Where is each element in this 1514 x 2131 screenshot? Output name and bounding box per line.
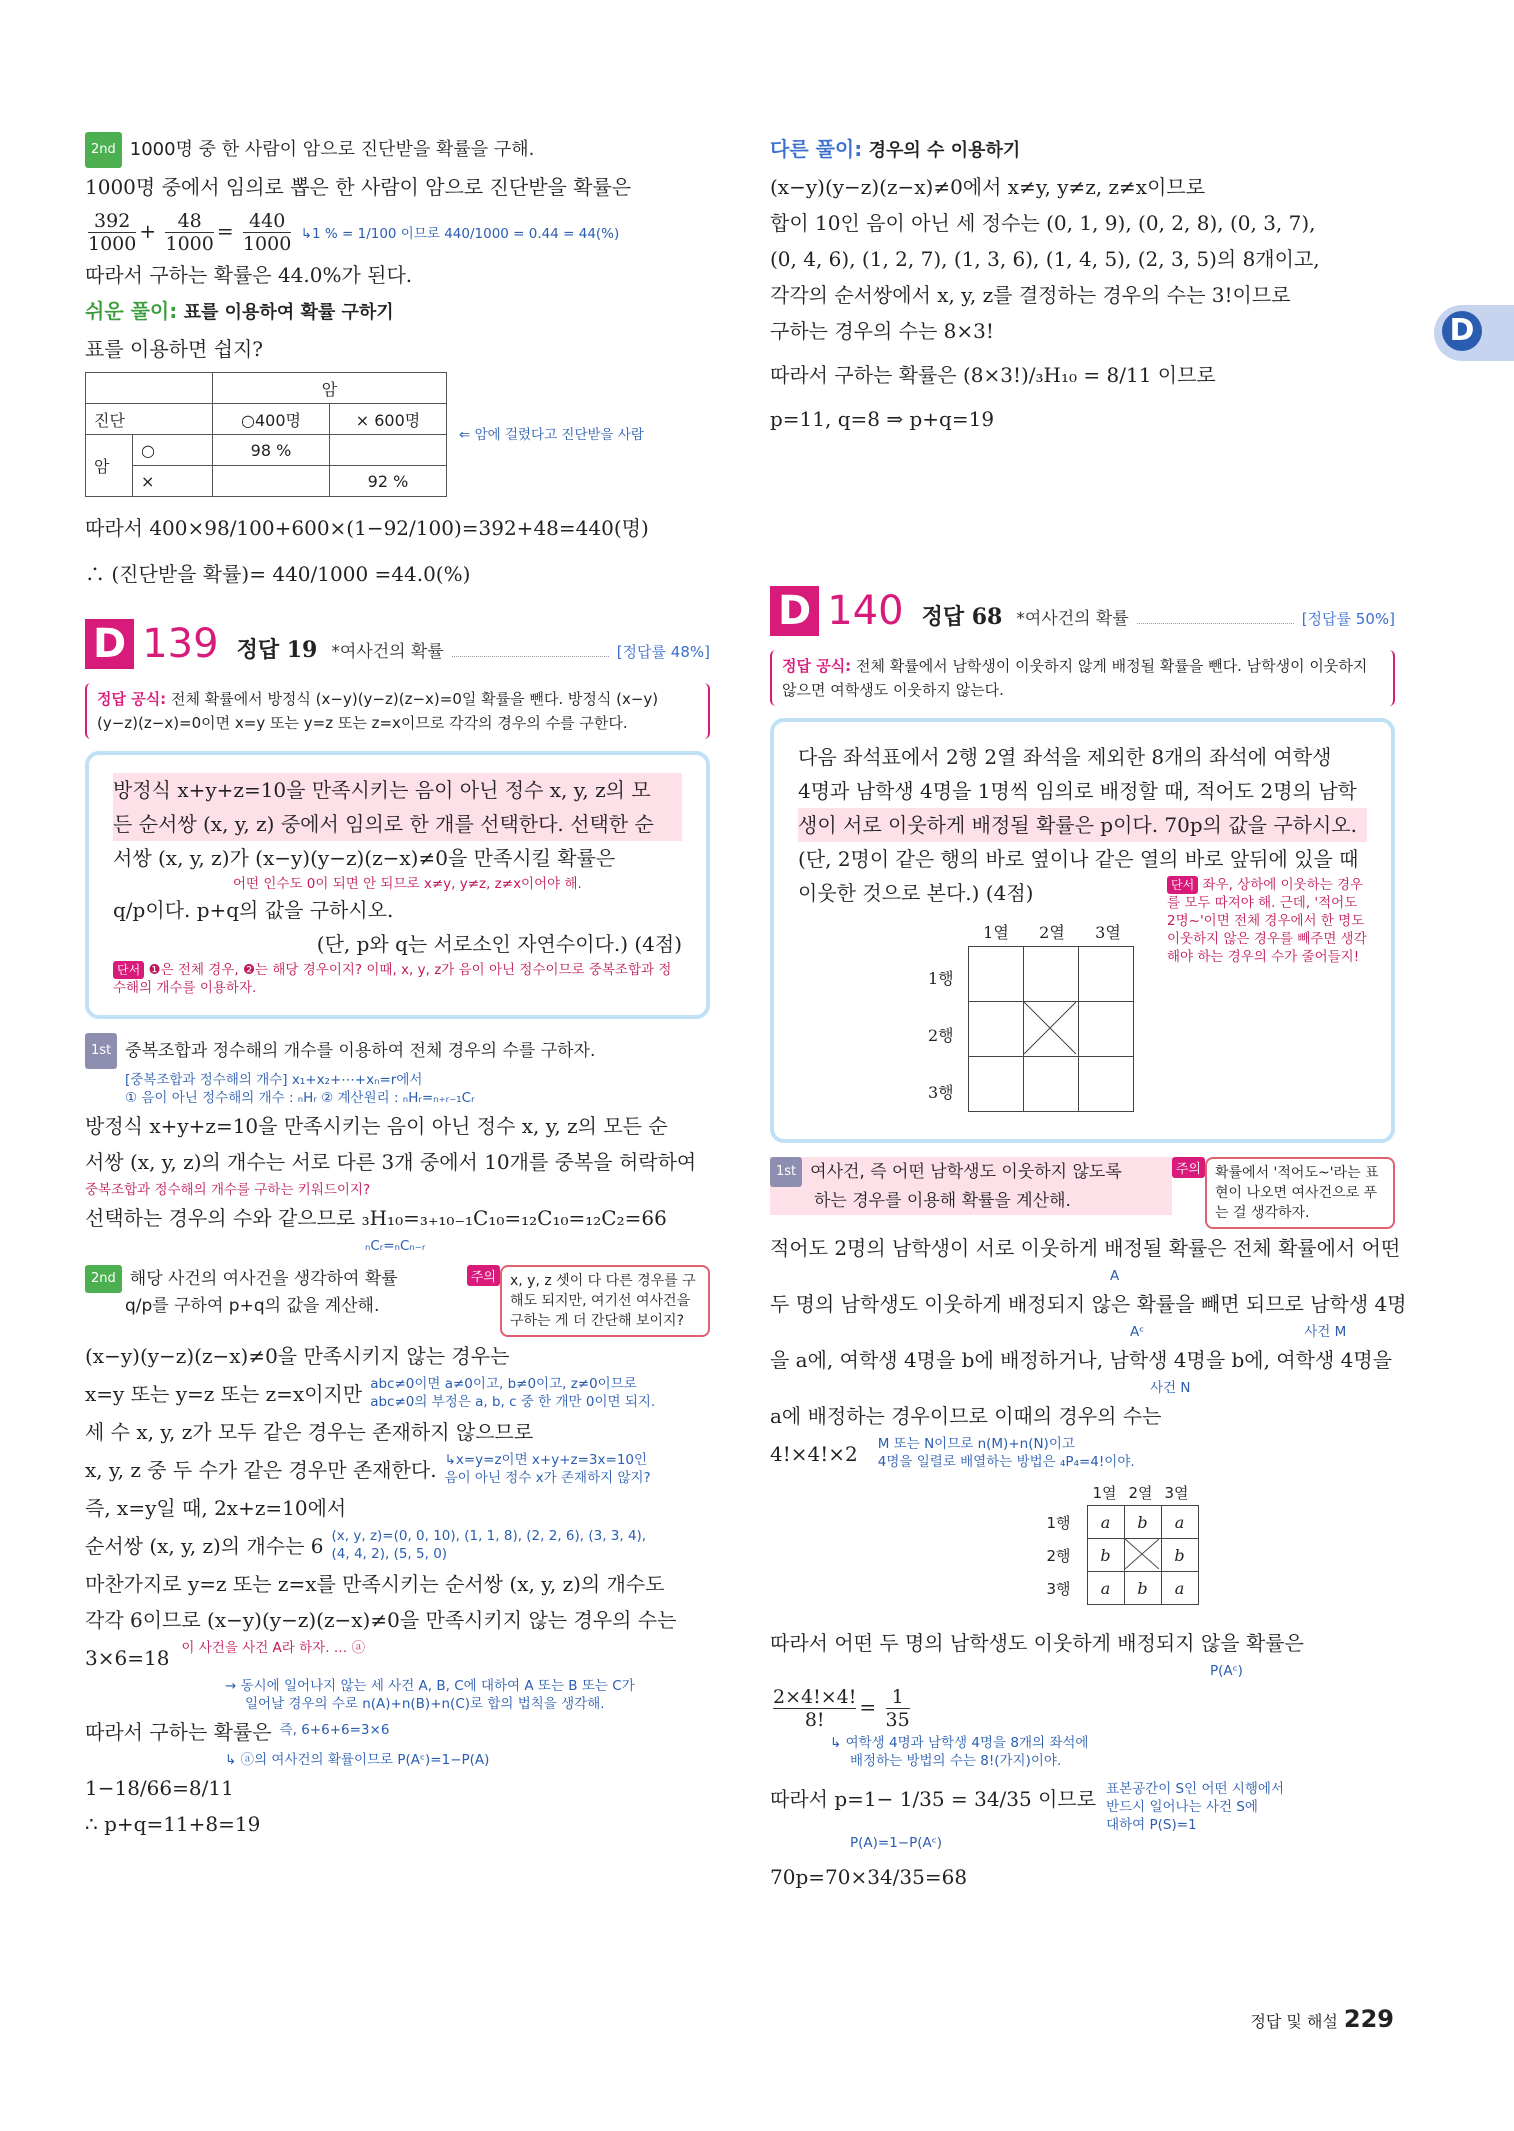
text-line: a에 배정하는 경우이므로 이때의 경우의 수는 (770, 1404, 1162, 1428)
text-line: 적어도 2명의 남학생이 서로 이웃하게 배정될 확률은 전체 확률에서 어떤 (770, 1236, 1401, 1260)
right-column (770, 130, 1407, 1896)
text-line: 70p=70×34/35=68 (770, 1865, 968, 1889)
step1-heading: 1st 여사건, 즉 어떤 남학생도 이웃하지 않도록 하는 경우를 이용해 확률을 계산해. 주의 확률에서 '적어도~'라는 표현이 나오면 여사건으로 푸는 걸 생각하자. (770, 1157, 1395, 1229)
text-line: 즉, x=y일 때, 2x+z=10에서 (85, 1496, 347, 1520)
text-line: 선택하는 경우의 수와 같으므로 ₃H₁₀=₃₊₁₀₋₁C₁₀=₁₂C₁₀=₁₂C₂=66 (85, 1206, 667, 1230)
answer-formula: 정답 공식: 전체 확률에서 방정식 (x−y)(y−z)(z−x)=0일 확률을 뺀다. 방정식 (x−y)(y−z)(z−x)=0이면 x=y 또는 y=z 또는 z=x이므로 각각의 경우의 수를 구한다. (85, 683, 710, 739)
seat-grid (968, 946, 1134, 1112)
side-note: ↳ 여학생 4명과 남학생 4명을 8개의 좌석에 (830, 1735, 1089, 1751)
side-note: ① 음이 아닌 정수해의 개수 : ₙHᵣ ② 계산원리 : ₙHᵣ=ₙ₊ᵣ₋₁Cᵣ (125, 1090, 475, 1106)
side-note: 사건 N (1150, 1380, 1191, 1396)
table-note: ⇐ 암에 걸렸다고 진단받을 사람 (459, 426, 644, 443)
side-note: 배정하는 방법의 수는 8!(가지)이야. (850, 1753, 1062, 1769)
side-note: 중복조합과 정수해의 개수를 구하는 키워드이지? (85, 1182, 371, 1198)
text-line: p=11, q=8 ⇒ p+q=19 (770, 407, 995, 431)
step1-heading: 1st 중복조합과 정수해의 개수를 이용하여 전체 경우의 수를 구하자. (85, 1033, 710, 1069)
seat-diagram: 1행 2행 3행 1열 2열 3열 (928, 920, 1167, 1121)
easy-solution-heading: 쉬운 풀이: 표를 이용하여 확률 구하기 (85, 299, 394, 323)
line-with-note: x=y 또는 y=z 또는 z=x이지만 abc≠0이면 a≠0이고, b≠0이고, z≠0이므로 abc≠0의 부정은 a, b, c 중 한 개만 0이면 되지. (85, 1376, 656, 1410)
text-line: (x−y)(y−z)(z−x)≠0을 만족시키지 않는 경우는 (85, 1344, 510, 1368)
text-line: 각각의 순서쌍에서 x, y, z를 결정하는 경우의 수는 3!이므로 (770, 283, 1291, 307)
fraction-sum: $\frac{392}{1000}$ + $\frac{48}{1000}$ = $\frac{440}{1000}$ ↳1 % = 1/100 이므로 440/1000 = 0.44 = 44(%) (88, 210, 620, 255)
step-tag: 2nd (85, 132, 122, 168)
problem-139-header: D 139 정답 19 *여사건의 확률 [정답률 48%] (85, 619, 710, 669)
text-line: 각각 6이므로 (x−y)(y−z)(z−x)≠0을 만족시키지 않는 경우의 수는 (85, 1608, 677, 1632)
side-note: Aᶜ 사건 M (1130, 1324, 1347, 1340)
line-with-note: 따라서 구하는 확률은 즉, 6+6+6=3×6 (85, 1720, 390, 1744)
text-line: 표를 이용하면 쉽지? (85, 337, 263, 361)
alt-solution-heading: 다른 풀이: 경우의 수 이용하기 (770, 137, 1021, 161)
line-with-note: x, y, z 중 두 수가 같은 경우만 존재한다. ↳x=y=z이면 x+y+z=3x=10인 음이 아닌 정수 x가 존재하지 않지? (85, 1452, 651, 1486)
fraction-line: $\frac{2\times 4!\times 4!}{8!}$ = $\frac{1}{35}$ (773, 1686, 910, 1731)
side-note: ↳1 % = 1/100 이므로 440/1000 = 0.44 = 44(%) (300, 226, 620, 242)
text-line: ∴ p+q=11+8=19 (85, 1812, 261, 1836)
text-line: 방정식 x+y+z=10을 만족시키는 음이 아닌 정수 x, y, z의 모든 순 (85, 1114, 668, 1138)
page-number: 229 (1343, 2005, 1394, 2033)
line-with-note: 4!×4!×2 M 또는 N이므로 n(M)+n(N)이고 4명을 일렬로 배열하는 방법은 ₄P₄=4!이야. (770, 1436, 1135, 1470)
step2-heading: 2nd 해당 사건의 여사건을 생각하여 확률 q/p를 구하여 p+q의 값을 계산해. 주의 x, y, z 셋이 다 다른 경우를 구해도 되지만, 여기선 여사건을 구하는 게 더 간단해 보이지? (85, 1265, 710, 1337)
text-line: 1−18/66=8/11 (85, 1776, 234, 1800)
text-line: 따라서 어떤 두 명의 남학생도 이웃하게 배정되지 않을 확률은 (770, 1631, 1304, 1655)
text-line: ∴ (진단받을 확률)= 440/1000 =44.0(%) (85, 562, 471, 586)
probability-table: 암 진단 ○400명 × 600명 암 ○ 98 % × 92 % (85, 372, 447, 497)
text-line: 합이 10인 음이 아닌 세 정수는 (0, 1, 9), (0, 2, 8), (0, 3, 7), (770, 211, 1316, 235)
probability-table-wrap (85, 372, 710, 497)
text-line: 서쌍 (x, y, z)의 개수는 서로 다른 3개 중에서 10개를 중복을 허락하여 (85, 1150, 697, 1174)
side-note: A (1110, 1268, 1120, 1284)
line-with-note: 순서쌍 (x, y, z)의 개수는 6 (x, y, z)=(0, 0, 10), (1, 1, 8), (2, 2, 6), (3, 3, 4), (4, 4, 2), (5, 5, 0) (85, 1528, 647, 1562)
side-note: ↳ ⓐ의 여사건의 확률이므로 P(Aᶜ)=1−P(A) (225, 1752, 490, 1768)
side-note: P(Aᶜ) (1210, 1663, 1243, 1679)
left-column (85, 130, 710, 1843)
text-line: (0, 4, 6), (1, 2, 7), (1, 3, 6), (1, 4, 5), (2, 3, 5)의 8개이고, (770, 247, 1320, 271)
answer-formula: 정답 공식: 전체 확률에서 남학생이 이웃하지 않게 배정될 확률을 뺀다. 남학생이 이웃하지 않으면 여학생도 이웃하지 않는다. (770, 650, 1395, 706)
side-tab (1434, 305, 1514, 361)
problem-140-box: 다음 좌석표에서 2행 2열 좌석을 제외한 8개의 좌석에 여학생 4명과 남학생 4명을 1명씩 임의로 배정할 때, 적어도 2명의 남학 생이 서로 이웃하게 배정될 확률은 p이다. 70p의 값을 구하시오. (단, 2명이 같은 행의 바로 옆이나 같은 열의 바로 앞뒤에 있을 때 이웃한 것으로 본다.) (4점) 1행 2행 3행 1열 2열 3열 단서 좌우, 상하에 이웃하는 경우를 모두 따져야 해. 근데, '적어도 2명~'이면 전체 경우에서 한 명도 이웃하지 않은 경우를 빼주면 생각해야 하는 경우의 수가 줄어들지! (770, 718, 1395, 1143)
text-line: 마찬가지로 y=z 또는 z=x를 만족시키는 순서쌍 (x, y, z)의 개수도 (85, 1572, 665, 1596)
assignment-grid: a b a b b a b a (1087, 1505, 1199, 1605)
side-note: [중복조합과 정수해의 개수] x₁+x₂+⋯+xₙ=r에서 (125, 1072, 423, 1088)
text-line: (x−y)(y−z)(z−x)≠0에서 x≠y, y≠z, z≠x이므로 (770, 175, 1206, 199)
text-line: 을 a에, 여학생 4명을 b에 배정하거나, 남학생 4명을 b에, 여학생 4명을 (770, 1348, 1393, 1372)
side-tab-letter: D (1442, 311, 1482, 351)
seat-assignment: 1행 2행 3행 1열 2열 3열 a b a b b a b a (850, 1481, 1395, 1606)
text-line: 세 수 x, y, z가 모두 같은 경우는 존재하지 않으므로 (85, 1420, 534, 1444)
text-line: 따라서 400×98/100+600×(1−92/100)=392+48=440(명) (85, 516, 649, 540)
problem-140-header: D 140 정답 68 *여사건의 확률 [정답률 50%] (770, 586, 1395, 636)
side-note: P(A)=1−P(Aᶜ) (850, 1835, 943, 1851)
text-line: 따라서 구하는 확률은 44.0%가 된다. (85, 263, 413, 287)
step2-heading: 2nd 1000명 중 한 사람이 암으로 진단받을 확률을 구해. (85, 132, 710, 168)
side-note: → 동시에 일어나지 않는 세 사건 A, B, C에 대하여 A 또는 B 또는 C가 (225, 1678, 635, 1694)
text-line: 따라서 구하는 확률은 (8×3!)/₃H₁₀ = 8/11 이므로 (770, 363, 1216, 387)
page-footer: 정답 및 해설 229 (1250, 2005, 1394, 2033)
side-note: ₙCᵣ=ₙCₙ₋ᵣ (365, 1238, 426, 1254)
line-with-note: 3×6=18 이 사건을 사건 A라 하자. … ⓐ (85, 1640, 366, 1670)
text-line: 구하는 경우의 수는 8×3! (770, 319, 994, 343)
text-line: 1000명 중에서 임의로 뽑은 한 사람이 암으로 진단받을 확률은 (85, 175, 632, 199)
side-note: 일어날 경우의 수로 n(A)+n(B)+n(C)로 합의 법칙을 생각해. (245, 1696, 605, 1712)
problem-139-box: 방정식 x+y+z=10을 만족시키는 음이 아닌 정수 x, y, z의 모 든 순서쌍 (x, y, z) 중에서 임의로 한 개를 선택한다. 선택한 순 서쌍 (x, y, z)가 (x−y)(y−z)(z−x)≠0을 만족시킬 확률은 어떤 인수도 0이 되면 안 되므로 x≠y, y≠z, z≠x이어야 해. q/p이다. p+q의 값을 구하시오. (단, p와 q는 서로소인 자연수이다.) (4점) 단서 ❶은 전체 경우, ❷는 해당 경우이지? 이때, x, y, z가 음이 아닌 정수이므로 중복조합과 정수해의 개수를 이용하자. (85, 751, 710, 1019)
line-with-note: 따라서 p=1− 1/35 = 34/35 이므로 표본공간이 S인 어떤 시행에서 반드시 일어나는 사건 S에 대하여 P(S)=1 (770, 1781, 1284, 1833)
text-line: 두 명의 남학생도 이웃하게 배정되지 않은 확률을 빼면 되므로 남학생 4명 (770, 1292, 1407, 1316)
